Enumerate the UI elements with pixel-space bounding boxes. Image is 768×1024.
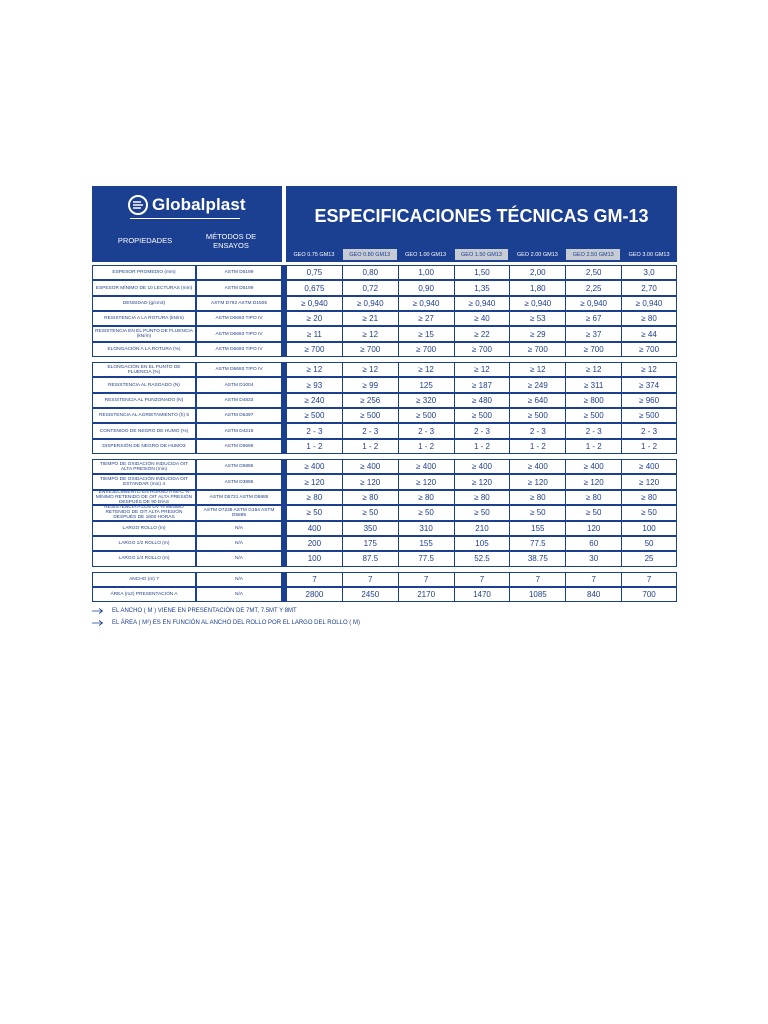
- property-cell: RESISTENCIA A LOS UV % MÍNIMO RETENIDO DE OIT ALTA PRESIÓN DESPUÉS DE 1600 HORAS: [92, 505, 196, 520]
- property-cell: RESISTENCIA AL AGRIETAMIENTO (h) 5: [92, 408, 196, 423]
- value-cell: 1 - 2: [454, 439, 511, 454]
- value-cell: ≥ 400: [454, 459, 511, 474]
- value-cell: ≥ 187: [454, 377, 511, 392]
- page-title: ESPECIFICACIONES TÉCNICAS GM-13: [314, 206, 649, 226]
- value-cell: ≥ 120: [621, 474, 677, 489]
- method-cell: N/A: [196, 572, 282, 587]
- value-cell: ≥ 0,940: [286, 296, 343, 311]
- value-cell: 1085: [509, 587, 566, 602]
- value-cell: ≥ 0,940: [565, 296, 622, 311]
- value-cell: 105: [454, 536, 511, 551]
- note-text: EL ANCHO ( M ) VIENE EN PRESENTACIÓN DE 7MT, 7.5MT Y 8MT: [112, 608, 297, 614]
- value-cell: ≥ 480: [454, 393, 511, 408]
- table-row: [92, 572, 677, 587]
- method-cell: ASTM D6693 TIPO IV: [196, 342, 282, 357]
- value-cell: ≥ 12: [565, 362, 622, 377]
- value-cell: 60: [565, 536, 622, 551]
- spec-sheet: [92, 186, 677, 602]
- table-section: [92, 265, 677, 357]
- value-cell: ≥ 80: [621, 311, 677, 326]
- value-cell: 400: [286, 521, 343, 536]
- value-cell: ≥ 800: [565, 393, 622, 408]
- method-cell: ASTM D792 ASTM D1505: [196, 296, 282, 311]
- table-row: [92, 393, 677, 408]
- value-cell: 7: [509, 572, 566, 587]
- value-cell: ≥ 120: [398, 474, 455, 489]
- value-cell: ≥ 960: [621, 393, 677, 408]
- property-cell: RESISTENCIA AL RASGADO (N): [92, 377, 196, 392]
- header-left-panel: [92, 186, 282, 262]
- method-cell: N/A: [196, 521, 282, 536]
- method-cell: ASTM D6693 TIPO IV: [196, 311, 282, 326]
- value-cell: ≥ 21: [342, 311, 399, 326]
- grade-header-7: GEO 3.00 GM13: [628, 251, 670, 258]
- method-cell: ASTM D5885: [196, 459, 282, 474]
- method-cell: ASTM D4218: [196, 423, 282, 438]
- value-cell: ≥ 400: [565, 459, 622, 474]
- table-section: [92, 572, 677, 603]
- note-text: EL ÁREA ( M²) ES EN FUNCIÓN AL ANCHO DEL ROLLO POR EL LARGO DEL ROLLO ( M): [112, 620, 360, 626]
- value-cell: ≥ 50: [454, 505, 511, 520]
- value-cell: ≥ 12: [509, 362, 566, 377]
- grade-header-4: GEO 1.50 GM13: [455, 249, 509, 260]
- value-cell: ≥ 120: [454, 474, 511, 489]
- method-cell: N/A: [196, 551, 282, 566]
- arrow-right-icon: [92, 608, 104, 614]
- value-cell: 2450: [342, 587, 399, 602]
- value-cell: ≥ 400: [509, 459, 566, 474]
- property-cell: ELONGACIÓN A LA ROTURA (%): [92, 342, 196, 357]
- value-cell: ≥ 500: [565, 408, 622, 423]
- sheet-header: [92, 186, 677, 262]
- value-cell: ≥ 0,940: [509, 296, 566, 311]
- value-cell: ≥ 400: [398, 459, 455, 474]
- table-row: [92, 490, 677, 505]
- value-cell: ≥ 256: [342, 393, 399, 408]
- value-cell: ≥ 700: [565, 342, 622, 357]
- value-cell: ≥ 50: [509, 505, 566, 520]
- method-cell: ASTM D6693 TIPO IV: [196, 362, 282, 377]
- table-section: [92, 362, 677, 454]
- value-cell: 350: [342, 521, 399, 536]
- logo-underline: [130, 218, 240, 219]
- method-cell: ASTM D7238 ASTM G154 ASTM D5885: [196, 505, 282, 520]
- value-cell: 175: [342, 536, 399, 551]
- value-cell: 2 - 3: [286, 423, 343, 438]
- value-cell: 1,50: [454, 265, 511, 280]
- value-cell: ≥ 44: [621, 326, 677, 341]
- value-cell: 7: [621, 572, 677, 587]
- value-cell: 0,72: [342, 280, 399, 295]
- brand-name: Globalplast: [152, 195, 246, 214]
- value-cell: 1 - 2: [286, 439, 343, 454]
- table-row: [92, 536, 677, 551]
- table-row: [92, 551, 677, 566]
- value-cell: 77.5: [509, 536, 566, 551]
- value-cell: 1,35: [454, 280, 511, 295]
- value-cell: 2 - 3: [509, 423, 566, 438]
- value-cell: ≥ 67: [565, 311, 622, 326]
- value-cell: 200: [286, 536, 343, 551]
- property-cell: ESPESOR MÍNIMO DE 10 LECTURAS (mm): [92, 280, 196, 295]
- property-cell: DISPERSIÓN DE NEGRO DE HUMO3: [92, 439, 196, 454]
- value-cell: ≥ 22: [454, 326, 511, 341]
- value-cell: ≥ 50: [565, 505, 622, 520]
- col-header-properties: PROPIEDADES: [117, 236, 173, 245]
- value-cell: 310: [398, 521, 455, 536]
- value-cell: ≥ 0,940: [398, 296, 455, 311]
- value-cell: ≥ 249: [509, 377, 566, 392]
- value-cell: ≥ 500: [398, 408, 455, 423]
- value-cell: ≥ 320: [398, 393, 455, 408]
- value-cell: ≥ 29: [509, 326, 566, 341]
- value-cell: ≥ 50: [342, 505, 399, 520]
- value-cell: 50: [621, 536, 677, 551]
- value-cell: 2,25: [565, 280, 622, 295]
- value-cell: 2170: [398, 587, 455, 602]
- method-cell: ASTM D5721 ASTM D5885: [196, 490, 282, 505]
- table-row: [92, 505, 677, 520]
- value-cell: 2800: [286, 587, 343, 602]
- value-cell: ≥ 120: [565, 474, 622, 489]
- value-cell: ≥ 700: [286, 342, 343, 357]
- value-cell: 30: [565, 551, 622, 566]
- value-cell: 1 - 2: [509, 439, 566, 454]
- value-cell: ≥ 500: [286, 408, 343, 423]
- table-row: [92, 280, 677, 295]
- value-cell: ≥ 400: [342, 459, 399, 474]
- value-cell: ≥ 640: [509, 393, 566, 408]
- method-cell: N/A: [196, 587, 282, 602]
- value-cell: ≥ 99: [342, 377, 399, 392]
- table-row: [92, 474, 677, 489]
- table-row: [92, 265, 677, 280]
- value-cell: 1 - 2: [342, 439, 399, 454]
- value-cell: 7: [454, 572, 511, 587]
- value-cell: ≥ 50: [398, 505, 455, 520]
- value-cell: ≥ 0,940: [342, 296, 399, 311]
- table-row: [92, 377, 677, 392]
- grade-header-6: GEO 2.50 GM13: [566, 249, 620, 260]
- value-cell: ≥ 500: [342, 408, 399, 423]
- value-cell: ≥ 120: [286, 474, 343, 489]
- property-cell: ENVEJECIMIENTO EN HORNO A 85ºC % MÍNIMO RETENIDO DE OIT ALTA PRESIÓN DESPUÉS DE 90 DÍAS: [92, 490, 196, 505]
- value-cell: 0,80: [342, 265, 399, 280]
- value-cell: 2 - 3: [398, 423, 455, 438]
- method-cell: ASTM D5199: [196, 280, 282, 295]
- table-row: [92, 439, 677, 454]
- value-cell: 700: [621, 587, 677, 602]
- col-header-methods: MÉTODOS DE ENSAYOS: [205, 232, 257, 250]
- value-cell: 7: [342, 572, 399, 587]
- value-cell: ≥ 80: [509, 490, 566, 505]
- value-cell: 2,70: [621, 280, 677, 295]
- value-cell: 2 - 3: [565, 423, 622, 438]
- property-cell: TIEMPO DE OXIDACIÓN INDUCIDA OIT ESTANDAR (min) 4: [92, 474, 196, 489]
- value-cell: 38.75: [509, 551, 566, 566]
- value-cell: ≥ 12: [342, 362, 399, 377]
- value-cell: 1 - 2: [398, 439, 455, 454]
- value-cell: 155: [509, 521, 566, 536]
- table-row: [92, 342, 677, 357]
- property-cell: ESPESOR PROMEDIO (mm): [92, 265, 196, 280]
- value-cell: ≥ 120: [509, 474, 566, 489]
- value-cell: 0,90: [398, 280, 455, 295]
- method-cell: ASTM D6693 TIPO IV: [196, 326, 282, 341]
- value-cell: 2,50: [565, 265, 622, 280]
- method-cell: ASTM D1004: [196, 377, 282, 392]
- property-cell: TIEMPO DE OXIDACIÓN INDUCIDA OIT ALTA PRESIÓN (min): [92, 459, 196, 474]
- value-cell: 1 - 2: [565, 439, 622, 454]
- table-row: [92, 296, 677, 311]
- value-cell: ≥ 700: [509, 342, 566, 357]
- value-cell: 1,00: [398, 265, 455, 280]
- value-cell: ≥ 374: [621, 377, 677, 392]
- title-panel: [286, 186, 677, 247]
- property-cell: LARGO ROLLO (m): [92, 521, 196, 536]
- value-cell: ≥ 80: [621, 490, 677, 505]
- value-cell: ≥ 12: [454, 362, 511, 377]
- table-row: [92, 362, 677, 377]
- table-row: [92, 408, 677, 423]
- arrow-right-icon: [92, 620, 104, 626]
- value-cell: 120: [565, 521, 622, 536]
- value-cell: 100: [286, 551, 343, 566]
- value-cell: 2 - 3: [621, 423, 677, 438]
- table-row: [92, 459, 677, 474]
- value-cell: 7: [286, 572, 343, 587]
- value-cell: 125: [398, 377, 455, 392]
- value-cell: 25: [621, 551, 677, 566]
- value-cell: ≥ 50: [621, 505, 677, 520]
- value-cell: ≥ 311: [565, 377, 622, 392]
- value-cell: 2,00: [509, 265, 566, 280]
- value-cell: ≥ 40: [454, 311, 511, 326]
- method-cell: N/A: [196, 536, 282, 551]
- value-cell: 1470: [454, 587, 511, 602]
- table-row: [92, 423, 677, 438]
- property-cell: CONTENIDO DE NEGRO DE HUMO (%): [92, 423, 196, 438]
- property-cell: RESISTENCIA AL PUNZONADO (N): [92, 393, 196, 408]
- value-cell: ≥ 12: [621, 362, 677, 377]
- value-cell: ≥ 80: [286, 490, 343, 505]
- value-cell: 155: [398, 536, 455, 551]
- value-cell: ≥ 400: [621, 459, 677, 474]
- value-cell: ≥ 500: [454, 408, 511, 423]
- method-cell: ASTM D5397: [196, 408, 282, 423]
- property-cell: DENSIDAD (g/cm3): [92, 296, 196, 311]
- value-cell: ≥ 20: [286, 311, 343, 326]
- method-cell: ASTM D3895: [196, 474, 282, 489]
- value-cell: ≥ 93: [286, 377, 343, 392]
- property-cell: LARGO 1/4 ROLLO (m): [92, 551, 196, 566]
- value-cell: ≥ 0,940: [454, 296, 511, 311]
- value-cell: ≥ 700: [342, 342, 399, 357]
- value-cell: 0,75: [286, 265, 343, 280]
- value-cell: ≥ 12: [342, 326, 399, 341]
- table-row: [92, 587, 677, 602]
- value-cell: 1 - 2: [621, 439, 677, 454]
- property-cell: ÁREA (m2) PRESENTACIÓN A: [92, 587, 196, 602]
- value-cell: 2 - 3: [454, 423, 511, 438]
- grade-header-2: GEO 0.80 GM13: [343, 249, 397, 260]
- value-cell: ≥ 53: [509, 311, 566, 326]
- value-cell: ≥ 0,940: [621, 296, 677, 311]
- value-cell: ≥ 12: [286, 362, 343, 377]
- property-cell: RESISTENCIA A LA ROTURA (kN/m): [92, 311, 196, 326]
- value-cell: ≥ 80: [565, 490, 622, 505]
- spec-table: [92, 265, 677, 602]
- value-cell: 0,675: [286, 280, 343, 295]
- grade-header-5: GEO 2.00 GM13: [516, 251, 558, 258]
- value-cell: 210: [454, 521, 511, 536]
- value-cell: 87.5: [342, 551, 399, 566]
- value-cell: ≥ 240: [286, 393, 343, 408]
- value-cell: ≥ 37: [565, 326, 622, 341]
- value-cell: 100: [621, 521, 677, 536]
- value-cell: 7: [565, 572, 622, 587]
- value-cell: ≥ 11: [286, 326, 343, 341]
- value-cell: ≥ 80: [342, 490, 399, 505]
- value-cell: 2 - 3: [342, 423, 399, 438]
- value-cell: 1,80: [509, 280, 566, 295]
- table-row: [92, 311, 677, 326]
- value-cell: 3,0: [621, 265, 677, 280]
- value-cell: ≥ 27: [398, 311, 455, 326]
- value-cell: ≥ 50: [286, 505, 343, 520]
- globalplast-logo-icon: [128, 195, 148, 215]
- value-cell: ≥ 700: [398, 342, 455, 357]
- grade-header-1: GEO 0.75 GM13: [293, 251, 335, 258]
- value-cell: ≥ 120: [342, 474, 399, 489]
- method-cell: ASTM D4833: [196, 393, 282, 408]
- grade-header-3: GEO 1.00 GM13: [405, 251, 447, 258]
- value-cell: ≥ 500: [509, 408, 566, 423]
- property-cell: ELONGACIÓN EN EL PUNTO DE FLUENCIA (%): [92, 362, 196, 377]
- table-row: [92, 326, 677, 341]
- method-cell: ASTM D5199: [196, 265, 282, 280]
- note-1: [92, 608, 297, 614]
- value-cell: 840: [565, 587, 622, 602]
- value-cell: ≥ 80: [454, 490, 511, 505]
- brand-logo: [128, 194, 246, 216]
- property-cell: LARGO 1/2 ROLLO (m): [92, 536, 196, 551]
- value-cell: ≥ 15: [398, 326, 455, 341]
- value-cell: ≥ 700: [621, 342, 677, 357]
- value-cell: ≥ 700: [454, 342, 511, 357]
- property-cell: ANCHO (m) 7: [92, 572, 196, 587]
- note-2: [92, 620, 360, 626]
- value-cell: ≥ 12: [398, 362, 455, 377]
- value-cell: 77.5: [398, 551, 455, 566]
- table-row: [92, 521, 677, 536]
- table-section: [92, 459, 677, 566]
- grade-header-bar: [286, 247, 677, 262]
- value-cell: 7: [398, 572, 455, 587]
- property-cell: RESISTENCIA EN EL PUNTO DE FLUENCIA (kN/m): [92, 326, 196, 341]
- value-cell: ≥ 500: [621, 408, 677, 423]
- value-cell: 52.5: [454, 551, 511, 566]
- method-cell: ASTM D5596: [196, 439, 282, 454]
- value-cell: ≥ 80: [398, 490, 455, 505]
- value-cell: ≥ 400: [286, 459, 343, 474]
